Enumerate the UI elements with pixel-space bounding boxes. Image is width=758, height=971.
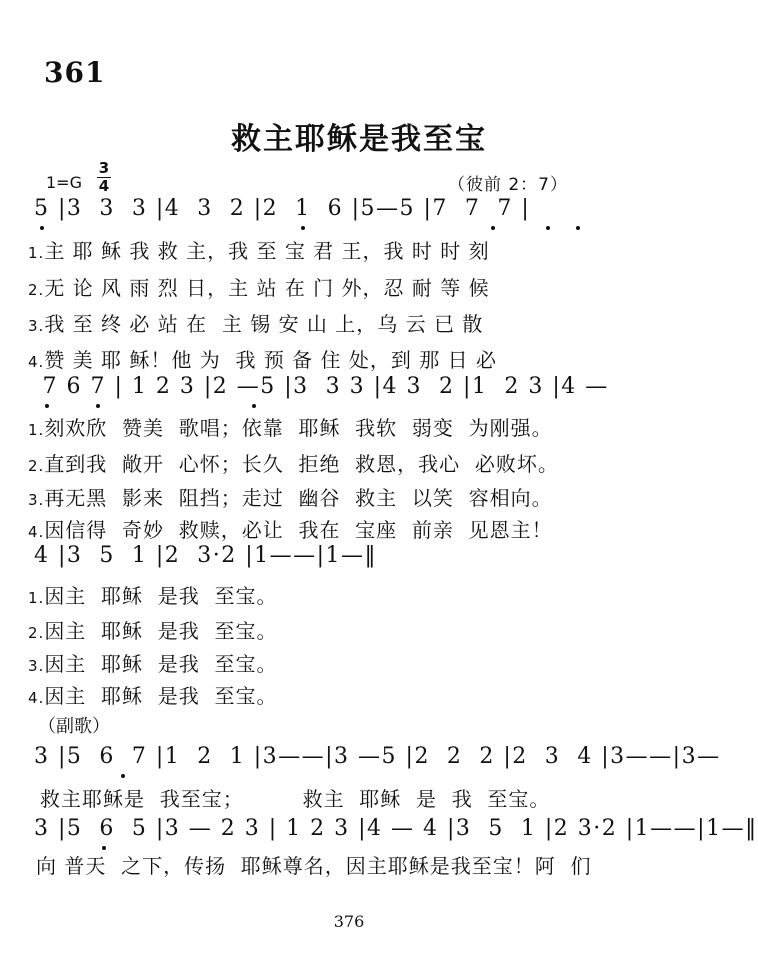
lyric-line [28, 448, 559, 477]
lyric-text: 因主 耶稣 是我 至宝。 [44, 684, 278, 708]
page-number: 376 [333, 912, 365, 931]
lyric-line [28, 412, 553, 441]
verse-number: 4. [28, 353, 45, 371]
low-octave-dot [301, 226, 305, 230]
verse-number: 1. [28, 421, 45, 439]
lyric-line [28, 344, 497, 373]
lyric-line [28, 272, 490, 301]
verse-number: 1. [28, 244, 45, 262]
verse-number: 4. [28, 689, 45, 707]
lyric-line [28, 680, 277, 709]
lyric-text: 刻欢欣 赞美 歌唱；依靠 耶稣 我软 弱变 为刚强。 [44, 416, 553, 440]
hymn-title: 救主耶稣是我至宝 [231, 122, 487, 157]
verse-number: 3. [28, 317, 45, 335]
verse-number: 2. [28, 457, 45, 475]
time-signature [97, 160, 111, 195]
lyric-line: 救主耶稣是 我至宝； 救主 耶稣 是 我 至宝。 [40, 787, 551, 811]
verse-number: 4. [28, 523, 45, 541]
lyric-text: 直到我 敞开 心怀；长久 拒绝 救恩，我心 必败坏。 [44, 452, 559, 476]
notation-line: 4 |3 5 1 |2 3·2 |1——|1—‖ [34, 543, 378, 568]
time-signature-bottom: 4 [98, 177, 110, 195]
lyric-text: 主 耶 稣 我 救 主，我 至 宝 君 王，我 时 时 刻 [44, 239, 490, 263]
verse-number: 3. [28, 491, 45, 509]
lyric-line [28, 308, 483, 337]
low-octave-dot [40, 226, 44, 230]
chorus-label: （副歌） [38, 716, 110, 737]
time-signature-top: 3 [98, 159, 110, 177]
lyric-text: 我 至 终 必 站 在 主 锡 安 山 上，乌 云 已 散 [44, 312, 484, 336]
lyric-text: 赞 美 耶 稣！他 为 我 预 备 住 处，到 那 日 必 [44, 348, 497, 372]
notation-line: 3 |5 6 5 |3 — 2 3 | 1 2 3 |4 — 4 |3 5 1 |2 3·2 |1——|1—‖ [34, 816, 758, 841]
lyric-text: 因主 耶稣 是我 至宝。 [44, 619, 278, 643]
verse-number: 1. [28, 589, 45, 607]
verse-number: 3. [28, 657, 45, 675]
low-octave-dot [45, 404, 49, 408]
lyric-text: 因主 耶稣 是我 至宝。 [44, 584, 278, 608]
lyric-line [28, 580, 277, 609]
lyric-text: 因主 耶稣 是我 至宝。 [44, 652, 278, 676]
lyric-line: 向 普天 之下，传扬 耶稣尊名，因主耶稣是我至宝！阿 们 [36, 854, 592, 878]
notation-line: 7 6 7 | 1 2 3 |2 —5 |3 3 3 |4 3 2 |1 2 3 |4 — [34, 374, 609, 399]
hymn-number: 361 [44, 56, 106, 89]
key-signature: 1=G [46, 173, 82, 192]
lyric-text: 无 论 风 雨 烈 日，主 站 在 门 外，忍 耐 等 候 [44, 276, 490, 300]
lyric-text: 再无黑 影来 阻挡；走过 幽谷 救主 以笑 容相向。 [44, 486, 553, 510]
lyric-line [28, 615, 277, 644]
lyric-line [28, 514, 553, 543]
verse-number: 2. [28, 281, 45, 299]
low-octave-dot [491, 226, 495, 230]
lyric-line [28, 648, 277, 677]
scripture-reference: （彼前 2：7） [447, 175, 568, 195]
low-octave-dot [576, 226, 580, 230]
lyric-text: 因信得 奇妙 救赎，必让 我在 宝座 前亲 见恩主！ [44, 518, 553, 542]
low-octave-dot [546, 226, 550, 230]
low-octave-dot [252, 404, 256, 408]
verse-number: 2. [28, 624, 45, 642]
notation-line: 5 |3 3 3 |4 3 2 |2 1 6 |5—5 |7 7 7 | [34, 196, 531, 221]
lyric-line [28, 235, 490, 264]
low-octave-dot [121, 774, 125, 778]
low-octave-dot [96, 404, 100, 408]
low-octave-dot [102, 846, 106, 850]
lyric-line [28, 482, 553, 511]
notation-line: 3 |5 6 7 |1 2 1 |3——|3 —5 |2 2 2 |2 3 4 |3——|3— [34, 744, 721, 769]
